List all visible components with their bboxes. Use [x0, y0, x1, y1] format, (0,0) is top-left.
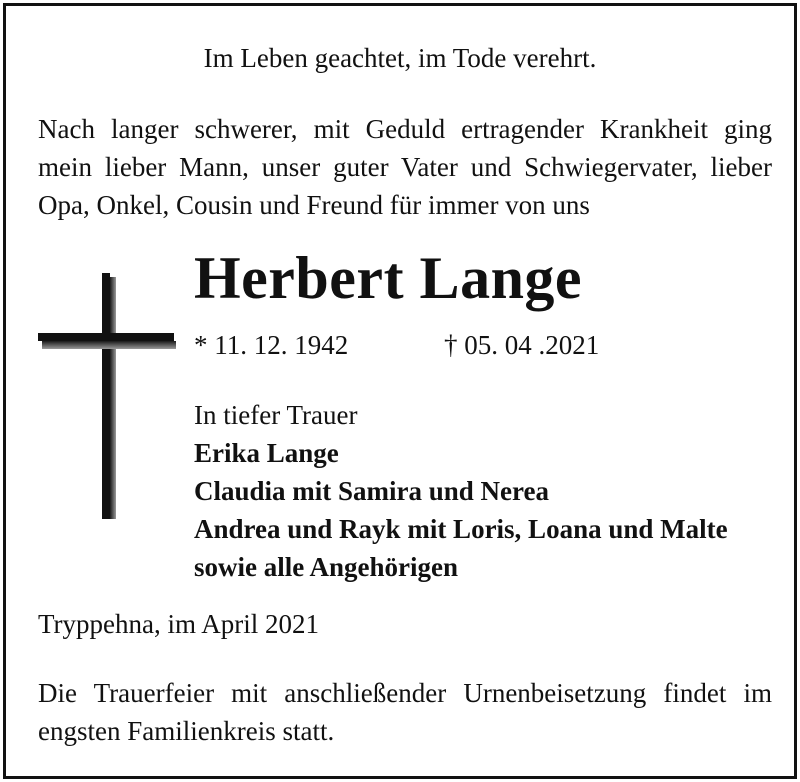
deceased-name: Herbert Lange [194, 245, 583, 311]
mourner-name: Erika Lange [194, 438, 339, 468]
notice-line: Die Trauerfeier mit anschließender Urnenbeisetzung findet im [38, 678, 772, 708]
birth-date: * 11. 12. 1942 [194, 330, 349, 360]
mourner-name: sowie alle Angehörigen [194, 552, 458, 582]
motto: Im Leben geachtet, im Tode verehrt. [203, 43, 597, 73]
mourning-intro: In tiefer Trauer [194, 400, 358, 430]
mourner-name: Claudia mit Samira und Nerea [194, 476, 550, 506]
mourners-block [194, 396, 728, 586]
death-date: † 05. 04 .2021 [444, 330, 600, 360]
notice-line: engsten Familienkreis statt. [38, 716, 335, 746]
place-date: Tryppehna, im April 2021 [38, 609, 320, 639]
intro-line: mein lieber Mann, unser guter Vater und Schwiegervater, lieber [38, 152, 772, 182]
obituary-frame [3, 3, 797, 779]
funeral-notice [38, 674, 772, 750]
intro-text [38, 110, 772, 224]
mourner-name: Andrea und Rayk mit Loris, Loana und Malte [194, 514, 728, 544]
intro-line: Nach langer schwerer, mit Geduld ertragender Krankheit ging [38, 114, 772, 144]
cross-icon [36, 273, 176, 519]
intro-line: Opa, Onkel, Cousin und Freund für immer von uns [38, 190, 590, 220]
